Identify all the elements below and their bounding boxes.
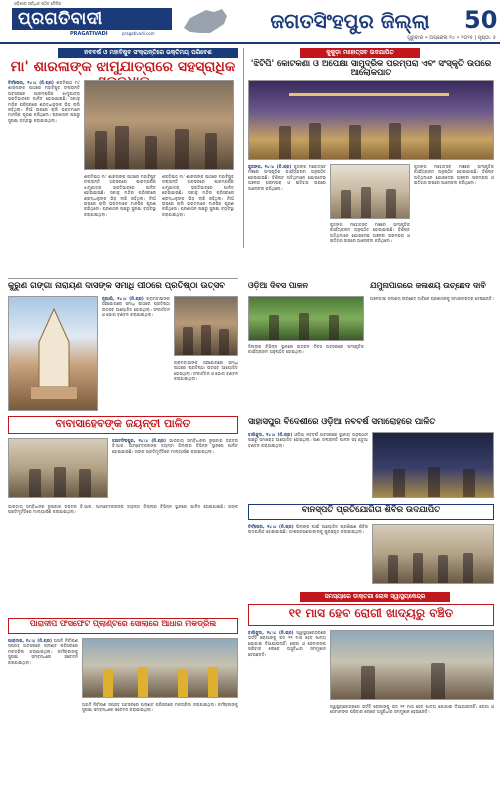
brand-url[interactable]: pragativadi.com — [122, 31, 155, 36]
sarala-body-col2: ଶକ୍ତିପୀଠ ମା' ଶାରଳାଙ୍କ ପୀଠରେ ମହାବିଷୁବ ସଂକ୍ରାନ୍ତି ଅବସରରେ ପାରମ୍ପରିକ ଝାମୁଯାତ୍ରା ଭକ୍ତିଭାବରେ ପାଳିତ ହୋଇଯାଇଛି। ସକାଳୁ ମନ୍ଦିର ପରିସରରେ ଶ୍ରଦ୍ଧାଳୁଙ୍କ ଭିଡ଼ ଲାଗି ରହିଥିଲା। ନିଆଁ ଉପରେ ଚାଲି ଭକ୍ତମାନେ ମାନସିକ ପୂରଣ କରିଥିଲେ। ପ୍ରଶାସନ ପକ୍ଷରୁ ସୁରକ୍ଷା ବ୍ୟବସ୍ଥା କରାଯାଇଥିଲା। — [84, 174, 156, 217]
sahaspur-headline[interactable]: ସାହାସପୁର ବିଦେଶୀରେ ଓଡ଼ିଆ ନବବର୍ଷ ସମାରୋହରେ ପାଳିତ — [248, 417, 436, 427]
hospital-kicker: ସମସ୍ୟାରେ ଡାକ୍ତରୀ ଲୋକ ସ୍ୱାସ୍ଥ୍ୟକେନ୍ଦ୍ର — [300, 592, 450, 602]
temple-icon — [9, 297, 98, 411]
jamuna-body: ଅଞ୍ଚଳବାସୀ ଜଳାଶୟ ଉଚ୍ଛେଦ ଦାବିରେ ପ୍ରଶାସନକୁ ସ୍ମାରକପତ୍ର ଦେଇଛନ୍ତି। — [370, 296, 494, 301]
ganga-temple-photo — [8, 296, 98, 411]
babasaheb-body-cont: ଭାରତୀୟ ସମ୍ବିଧାନର ରୂପକାର ଡକ୍ଟର ବି.ଆର. ଆମ୍ବେଦକରଙ୍କ ଜୟନ୍ତୀ ଜିଲ୍ଲାର ବିଭିନ୍ନ ସ୍ଥାନରେ ପାଳିତ ହୋଇଯାଇଛି। ତାଙ୍କ ପ୍ରତିମୂର୍ତ୍ତିରେ ମାଲ୍ୟାର୍ପଣ କରାଯାଇଥିଲା। — [8, 504, 238, 515]
brand-latin: PRAGATIVADI — [70, 31, 108, 37]
newspaper-logo[interactable]: ପ୍ରଗତିବାଦୀ — [12, 8, 172, 30]
banaspati-body: ତିର୍ତ୍ତୋଲ, ୧୪।୪ (ନି.ପ୍ର) ପିଲାଙ୍କ ପାଇଁ ଆୟୋଜିତ ପ୍ରଶିକ୍ଷଣ ଶିବିର ଉଦଯାପିତ ହୋଇଯାଇଛି। ଅଂଶଗ୍ରହଣକାରୀଙ୍କୁ ପୁରସ୍କୃତ କରାଯାଇଥିଲା। — [248, 524, 368, 535]
paradip-photo — [82, 638, 238, 698]
ganga-headline[interactable]: କୁରୁଣ ଗଙ୍ଗା ନାରାୟଣ ଦାସଙ୍କ ସମାଧି ପୀଠରେ ପ୍ରତିଷ୍ଠା ଉତ୍ସବ — [8, 281, 225, 291]
sahaspur-photo — [372, 432, 494, 498]
ganga-body-col3: ଗ୍ରାମବାସୀଙ୍କ ସହଯୋଗରେ ସମାଧି ପୀଠରେ ପ୍ରତିଷ୍ଠା ଉତ୍ସବ ଆୟୋଜିତ ହୋଇଥିଲା। ସଂକୀର୍ତ୍ତନ ଓ ଭୋଗ ବଣ୍ଟନ କରାଯାଇଥିଲା। — [174, 360, 238, 382]
ganga-body: ନୂଆଗାଁ, ୧୪।୪ (ନି.ପ୍ର) ଗ୍ରାମବାସୀଙ୍କ ସହଯୋଗରେ ସମାଧି ପୀଠରେ ପ୍ରତିଷ୍ଠା ଉତ୍ସବ ଆୟୋଜିତ ହୋଇଥିଲା। ସଂକୀର୍ତ୍ତନ ଓ ଭୋଗ ବଣ୍ଟନ କରାଯାଇଥିଲା। — [102, 296, 170, 318]
babasaheb-photo — [8, 438, 108, 498]
babasaheb-body: ଜଗତସିଂହପୁର, ୧୪।୪ (ନି.ପ୍ର) ଭାରତୀୟ ସମ୍ବିଧାନର ରୂପକାର ଡକ୍ଟର ବି.ଆର. ଆମ୍ବେଦକରଙ୍କ ଜୟନ୍ତୀ ଜିଲ୍ଲାର ବିଭିନ୍ନ ସ୍ଥାନରେ ପାଳିତ ହୋଇଯାଇଛି। ତାଙ୍କ ପ୍ରତିମୂର୍ତ୍ତିରେ ମାଲ୍ୟାର୍ପଣ କରାଯାଇଥିଲା। — [112, 438, 238, 454]
anniversary-logo: 50 — [464, 6, 498, 34]
sarala-headline[interactable]: ମା' ଶାରଳାଙ୍କ ଝାମୁଯାତ୍ରାରେ ସହସ୍ରାଧିକ — [10, 59, 236, 75]
kukuda-kicker: କୁକୁଡ଼ା ମହୋତ୍ସବ ଉଦଯାପିତ — [300, 48, 420, 58]
odia-diwas-body: ଜିଲ୍ଲାର ବିଭିନ୍ନ ସ୍ଥାନରେ ଉତ୍କଳ ଦିବସ ଅବସରରେ ସାଂସ୍କୃତିକ କାର୍ଯ୍ୟକ୍ରମ ଅନୁଷ୍ଠିତ ହୋଇଥିଲା। — [248, 344, 364, 355]
kukuda-body-col2: କୁଜଙ୍ଗ ମହୋତ୍ସବ ମଞ୍ଚରେ ସାଂସ୍କୃତିକ କାର୍ଯ୍ୟକ୍ରମ ଅନୁଷ୍ଠିତ ହୋଇଯାଇଛି। ବିଶିଷ୍ଟ ଅତିଥିମାନେ ଯୋଗଦେଇ ଅଞ୍ଚଳର ପରମ୍ପରା ଓ ଇତିହାସ ଉପରେ ଆଲୋଚନା କରିଥିଲେ। — [330, 222, 410, 244]
sarala-body-col1 — [8, 80, 80, 270]
paradip-headline[interactable]: ପାରାଦୀପ ଫସଫେଟ ପ୍ଲାଣ୍ଟରେ ସୋଲାରେ ଆଧାର ମକଡ୍ରିଲ — [29, 619, 217, 628]
kukuda-headline[interactable]: 'ଝିଟିପି' କୋଟକଣା ଓ ଅପେକ୍ଷା ସାମୁଦ୍ରିକ ପରମ୍ପରା ଏବଂ ସଂସ୍କୃତି ଉପରେ ଆଲୋକପାତ — [250, 59, 492, 79]
sarala-body: ଶକ୍ତିପୀଠ ମା' ଶାରଳାଙ୍କ ପୀଠରେ ମହାବିଷୁବ ସଂକ୍ରାନ୍ତି ଅବସରରେ ପାରମ୍ପରିକ ଝାମୁଯାତ୍ରା ଭକ୍ତିଭାବରେ ପାଳିତ ହୋଇଯାଇଛି। ସକାଳୁ ମନ୍ଦିର ପରିସରରେ ଶ୍ରଦ୍ଧାଳୁଙ୍କ ଭିଡ଼ ଲାଗି ରହିଥିଲା। ନିଆଁ ଉପରେ ଚାଲି ଭକ୍ତମାନେ ମାନସିକ ପୂରଣ କରିଥିଲେ। ପ୍ରଶାସନ ପକ୍ଷରୁ ସୁରକ୍ଷା ବ୍ୟବସ୍ଥା କରାଯାଇଥିଲା। — [8, 80, 80, 123]
masthead — [0, 0, 500, 44]
paradip-body-cont: ଅଗ୍ନି ନିର୍ବାପଣ ସପ୍ତାହ ଅବସରରେ ପ୍ଲାଣ୍ଟ ପରିସରରେ ମକଡ୍ରିଲ କରାଯାଇଥିଲା। କର୍ମଚାରୀଙ୍କୁ ସୁରକ୍ଷା ସମ୍ବନ୍ଧରେ ସଚେତନ କରାଯାଇଥିଲା। — [82, 702, 238, 713]
ganga-crowd-photo — [174, 296, 238, 356]
hospital-body-cont: ସ୍ୱାସ୍ଥ୍ୟକେନ୍ଦ୍ରରେ ଭର୍ତ୍ତି ରୋଗୀଙ୍କୁ ଗତ ୧୧ ମାସ ହେବ ଖାଦ୍ୟ ଯୋଗାଇ ଦିଆଯାଉନାହିଁ। ରୋଗୀ ଓ ସେମାନଙ୍କ ପରିବାର ଲୋକେ ଅସୁବିଧାର ସମ୍ମୁଖୀନ ହେଉଛନ୍ତି। — [330, 704, 494, 715]
masthead-tagline: ଓଡ଼ିଶାର ସର୍ବାଧିକ ପଠିତ ଦୈନିକ — [14, 1, 62, 6]
banaspati-photo — [372, 524, 494, 584]
district-title: ଜଗତସିଂହପୁର ଜିଲ୍ଲା — [270, 9, 430, 33]
dateline: ଗୁରୁବାର • ଅପ୍ରେଲ ୧୪ • ୨୦୨୫ | ପୃଷ୍ଠା: ୫ — [407, 35, 496, 41]
kukuda-body-col1 — [248, 164, 326, 254]
kukuda-meeting-photo — [330, 164, 410, 219]
kukuda-stage-photo — [248, 80, 494, 160]
sarala-byline: ତିର୍ତ୍ତୋଲ, ୧୪।୪ (ନି.ପ୍ର) — [8, 80, 54, 85]
jamuna-headline[interactable]: ଯମୁନାପାରରେ ଜଳାଶୟ ଉଚ୍ଛେଦ ଦାବି — [370, 281, 486, 290]
banaspati-headline[interactable]: ବାନସ୍ପତି ପ୍ରତିଯୋଗିତା ଶିବିର ଉଦଯାପିତ — [301, 505, 441, 515]
paradip-body: ପାରାଦୀପ, ୧୪।୪ (ନି.ପ୍ର) ଅଗ୍ନି ନିର୍ବାପଣ ସପ୍ତାହ ଅବସରରେ ପ୍ଲାଣ୍ଟ ପରିସରରେ ମକଡ୍ରିଲ କରାଯାଇଥିଲା। କର୍ମଚାରୀଙ୍କୁ ସୁରକ୍ଷା ସମ୍ବନ୍ଧରେ ସଚେତନ କରାଯାଇଥିଲା। — [8, 638, 78, 665]
hospital-photo — [330, 630, 494, 700]
sarala-photo — [84, 80, 234, 170]
sarala-body-col3: ଶକ୍ତିପୀଠ ମା' ଶାରଳାଙ୍କ ପୀଠରେ ମହାବିଷୁବ ସଂକ୍ରାନ୍ତି ଅବସରରେ ପାରମ୍ପରିକ ଝାମୁଯାତ୍ରା ଭକ୍ତିଭାବରେ ପାଳିତ ହୋଇଯାଇଛି। ସକାଳୁ ମନ୍ଦିର ପରିସରରେ ଶ୍ରଦ୍ଧାଳୁଙ୍କ ଭିଡ଼ ଲାଗି ରହିଥିଲା। ନିଆଁ ଉପରେ ଚାଲି ଭକ୍ତମାନେ ମାନସିକ ପୂରଣ କରିଥିଲେ। ପ୍ରଶାସନ ପକ୍ଷରୁ ସୁରକ୍ଷା ବ୍ୟବସ୍ଥା କରାଯାଇଥିଲା। — [162, 174, 234, 217]
odia-diwas-headline[interactable]: ଓଡ଼ିଆ ଦିବସ ପାଳନ — [248, 281, 309, 290]
kukuda-body: କୁଜଙ୍ଗ ମହୋତ୍ସବ ମଞ୍ଚରେ ସାଂସ୍କୃତିକ କାର୍ଯ୍ୟକ୍ରମ ଅନୁଷ୍ଠିତ ହୋଇଯାଇଛି। ବିଶିଷ୍ଟ ଅତିଥିମାନେ ଯୋଗଦେଇ ଅଞ୍ଚଳର ପରମ୍ପରା ଓ ଇତିହାସ ଉପରେ ଆଲୋଚନା କରିଥିଲେ। — [248, 164, 326, 191]
babasaheb-headline[interactable]: ବାବାସାହେବଙ୍କ ଜୟନ୍ତୀ ପାଳିତ — [55, 417, 191, 430]
odisha-map-icon — [180, 6, 230, 36]
hospital-headline[interactable]: ୧୧ ମାସ ହେବ ରୋଗୀ ଖାଦ୍ୟରୁ ବଞ୍ଚିତ — [288, 606, 454, 620]
kukuda-byline: କୁଜଙ୍ଗ, ୧୪।୪ (ନି.ପ୍ର) — [248, 164, 292, 169]
kukuda-body-col3: କୁଜଙ୍ଗ ମହୋତ୍ସବ ମଞ୍ଚରେ ସାଂସ୍କୃତିକ କାର୍ଯ୍ୟକ୍ରମ ଅନୁଷ୍ଠିତ ହୋଇଯାଇଛି। ବିଶିଷ୍ଟ ଅତିଥିମାନେ ଯୋଗଦେଇ ଅଞ୍ଚଳର ପରମ୍ପରା ଓ ଇତିହାସ ଉପରେ ଆଲୋଚନା କରିଥିଲେ। — [414, 164, 494, 186]
sahaspur-body: ବାଲିକୁଦା, ୧୪।୪ (ନି.ପ୍ର) ଓଡ଼ିଆ ନବବର୍ଷ ଅବସରରେ ସ୍ଥାନୀୟ ଅନୁଷ୍ଠାନ ପକ୍ଷରୁ ସମାରୋହ ଆୟୋଜିତ ହୋଇଥିଲା। ପଣା ସଂକ୍ରାନ୍ତି ପାଳନ ସହ ଛତୁଆ ବଣ୍ଟନ କରାଯାଇଥିଲା। — [248, 432, 368, 448]
hospital-body: ବାଲିକୁଦା, ୧୪।୪ (ନି.ପ୍ର) ସ୍ୱାସ୍ଥ୍ୟକେନ୍ଦ୍ରରେ ଭର୍ତ୍ତି ରୋଗୀଙ୍କୁ ଗତ ୧୧ ମାସ ହେବ ଖାଦ୍ୟ ଯୋଗାଇ ଦିଆଯାଉନାହିଁ। ରୋଗୀ ଓ ସେମାନଙ୍କ ପରିବାର ଲୋକେ ଅସୁବିଧାର ସମ୍ମୁଖୀନ ହେଉଛନ୍ତି। — [248, 630, 326, 657]
sarala-kicker: ନବବର୍ଷ ଓ ମହାବିଷୁବ ସଂକ୍ରାନ୍ତିରେ ଭକ୍ତିମୟ ପରିବେଶ — [58, 48, 238, 58]
odia-diwas-photo — [248, 296, 364, 341]
